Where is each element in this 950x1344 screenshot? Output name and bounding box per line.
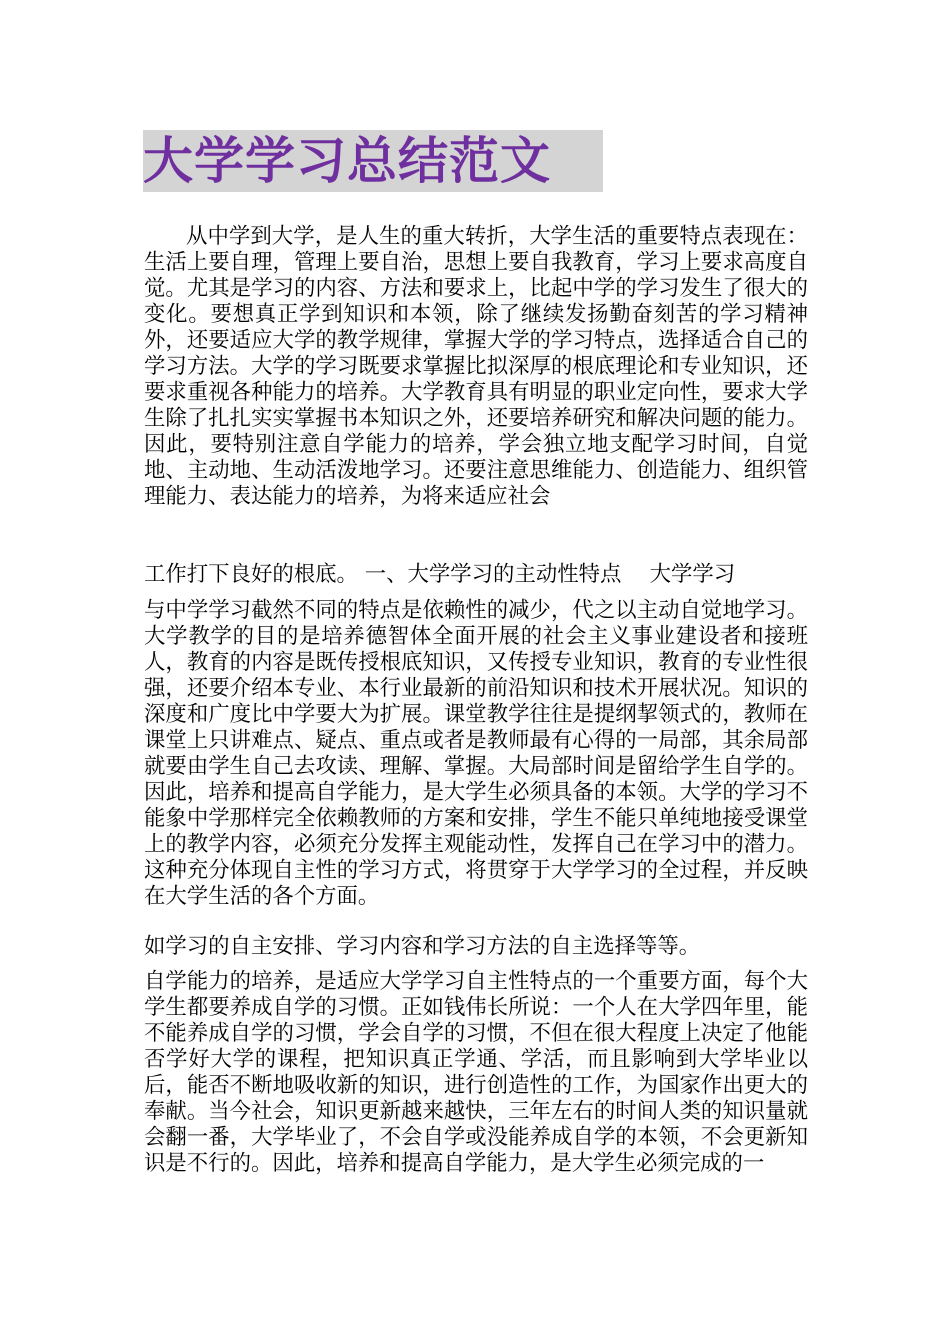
paragraph-autonomy-examples: 如学习的自主安排、学习内容和学习方法的自主选择等等。: [144, 934, 701, 959]
document-title: 大学学习总结范文: [143, 132, 551, 190]
paragraph-self-study: 自学能力的培养，是适应大学学习自主性特点的一个重要方面，每个大学生都要养成自学的习惯。正如钱伟长所说：一个人在大学四年里，能不能养成自学的习惯，学会自学的习惯，不但在很大程度上决定了他能否学好大学的课程，把知识真正学通、学活，而且影响到大学毕业以后，能否不断地吸收新的知识，进行创造性的工作，为国家作出更大的奉献。当今社会，知识更新越来越快，三年左右的时间人类的知识量就会翻一番，大学毕业了，不会自学或没能养成自学的本领，不会更新知识是不行的。因此，培养和提高自学能力，是大学生必须完成的一: [144, 969, 808, 1176]
paragraph-intro: 从中学到大学，是人生的重大转折，大学生活的重要特点表现在：生活上要自理，管理上要自治，思想上要自我教育，学习上要求高度自觉。尤其是学习的内容、方法和要求上，比起中学的学习发生了很大的变化。要想真正学到知识和本领，除了继续发扬勤奋刻苦的学习精神外，还要适应大学的教学规律，掌握大学的学习特点，选择适合自己的学习方法。大学的学习既要求掌握比拟深厚的根底理论和专业知识，还要求重视各种能力的培养。大学教育具有明显的职业定向性，要求大学生除了扎扎实实掌握书本知识之外，还要培养研究和解决问题的能力。因此，要特别注意自学能力的培养，学会独立地支配学习时间，自觉地、主动地、生动活泼地学习。还要注意思维能力、创造能力、组织管理能力、表达能力的培养，为将来适应社会: [144, 224, 808, 509]
paragraph-section-heading-line: 工作打下良好的根底。 一、大学学习的主动性特点 大学学习: [144, 562, 736, 587]
paragraph-initiative: 与中学学习截然不同的特点是依赖性的减少，代之以主动自觉地学习。大学教学的目的是培养德智体全面开展的社会主义事业建设者和接班人，教育的内容是既传授根底知识，又传授专业知识，教育的专业性很强，还要介绍本专业、本行业最新的前沿知识和技术开展状况。知识的深度和广度比中学要大为扩展。课堂教学往往是提纲挈领式的，教师在课堂上只讲难点、疑点、重点或者是教师最有心得的一局部，其余局部就要由学生自己去攻读、理解、掌握。大局部时间是留给学生自学的。因此，培养和提高自学能力，是大学生必须具备的本领。大学的学习不能象中学那样完全依赖教师的方案和安排，学生不能只单纯地接受课堂上的教学内容，必须充分发挥主观能动性，发挥自己在学习中的潜力。这种充分体现自主性的学习方式，将贯穿于大学学习的全过程，并反映在大学生活的各个方面。: [144, 598, 808, 909]
